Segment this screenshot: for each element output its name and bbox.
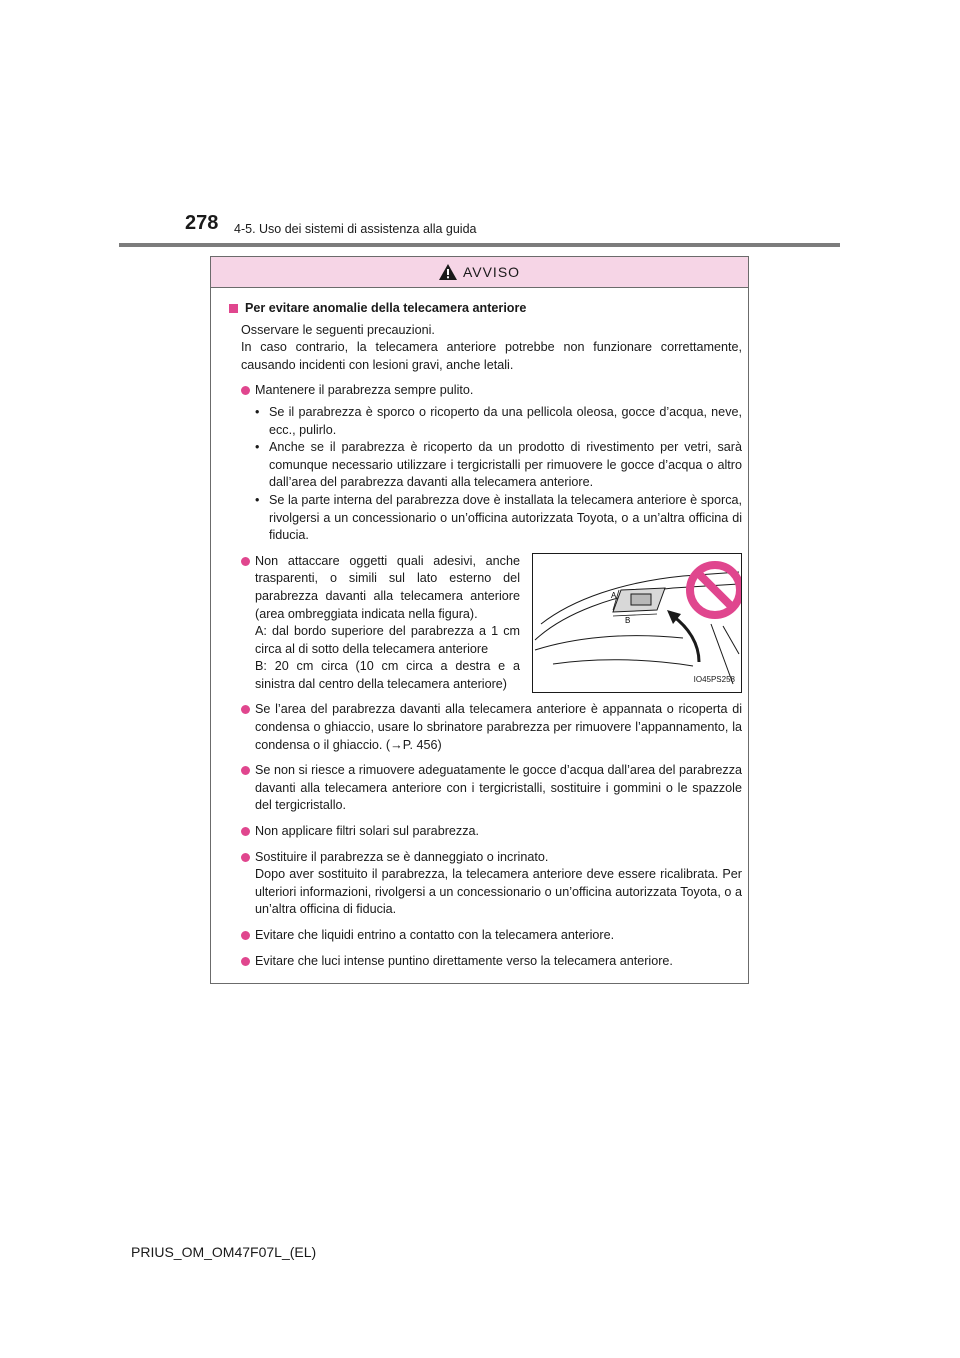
sub-item: • Se la parte interna del parabrezza dove è installata la telecamera anteriore è sporca, rivolgersi a un concessionario o un’officina autorizzata Toyota, o a un’altra officina di fiducia. xyxy=(255,492,742,545)
bullet-text: Mantenere il parabrezza sempre pulito. xyxy=(255,383,474,398)
warning-triangle-icon xyxy=(439,264,457,280)
sub-item-text: Anche se il parabrezza è ricoperto da un prodotto di rivestimento per vetri, sarà comunque necessario utilizzare i tergicristalli per rimuovere le gocce d’acqua o altro dall’area del parabrezza davanti alla telecamera anteriore. xyxy=(269,440,742,490)
sub-item-text: Se la parte interna del parabrezza dove è installata la telecamera anteriore è sporca, rivolgersi a un concessionario o un’officina autorizzata Toyota, o a un’altra officina di fiducia. xyxy=(269,492,742,543)
bullet-clean-windshield xyxy=(241,382,742,400)
bullet-text: Non applicare filtri solari sul parabrezza. xyxy=(255,824,479,839)
bullet-defrost xyxy=(241,701,742,754)
windshield-figure xyxy=(532,553,742,693)
bullet-sun-filters xyxy=(241,823,742,841)
sub-item: • Se il parabrezza è sporco o ricoperto da una pellicola oleosa, gocce d’acqua, neve, ecc., pulirlo. xyxy=(255,404,742,439)
bullet-text-line-1: Sostituire il parabrezza se è danneggiato o incrinato. xyxy=(255,849,549,864)
bullet-dot-icon xyxy=(241,386,250,395)
bullet-wipers xyxy=(241,762,742,815)
warning-heading xyxy=(229,300,742,318)
bullet-text: Se l’area del parabrezza davanti alla telecamera anteriore è appannata o ricoperta di condensa o ghiaccio, usare lo sbrinatore parabrezza per rimuovere l’appannamento, la condensa o il ghiaccio. (→P. 456) xyxy=(255,702,742,752)
heading-text: Per evitare anomalie della telecamera anteriore xyxy=(245,301,527,315)
intro xyxy=(229,322,742,375)
warning-box xyxy=(210,256,749,984)
bullet-lights xyxy=(241,953,742,971)
figure-label-b: B xyxy=(625,615,631,625)
page-number: 278 xyxy=(185,212,219,234)
header-rule xyxy=(119,243,840,247)
warning-title: AVVISO xyxy=(462,264,521,280)
bullet-dot-icon xyxy=(241,957,250,966)
bullet-text: Non attaccare oggetti quali adesivi, anche trasparenti, o simili sul lato esterno del parabrezza davanti alla telecamera anteriore (area ombreggiata indicata nella figura). xyxy=(255,553,520,621)
intro-line-2: In caso contrario, la telecamera anteriore potrebbe non funzionare correttamente, causando incidenti con lesioni gravi, anche letali. xyxy=(241,340,742,372)
bullet-liquids xyxy=(241,927,742,945)
warning-body xyxy=(211,288,748,970)
square-bullet-icon xyxy=(229,304,238,313)
sub-item-text: Se il parabrezza è sporco o ricoperto da una pellicola oleosa, gocce d’acqua, neve, ecc., pulirlo. xyxy=(269,404,742,437)
bullet-dot-icon xyxy=(241,705,250,714)
intro-line-1: Osservare le seguenti precauzioni. xyxy=(241,322,435,337)
bullet-text: Se non si riesce a rimuovere adeguatamente le gocce d’acqua dall’area del parabrezza davanti alla telecamera anteriore con i tergicristalli, sostituire i gommini o le spazzole del tergicristallo. xyxy=(255,763,742,813)
section-title: 4-5. Uso dei sistemi di assistenza alla guida xyxy=(234,222,477,236)
note-a: A: dal bordo superiore del parabrezza a 1 cm circa al di sotto della telecamera anteriore xyxy=(255,624,520,656)
bullet-dot-icon xyxy=(241,766,250,775)
bullet-text xyxy=(255,849,742,919)
note-b: B: 20 cm circa (10 cm circa a destra e a sinistra dal centro della telecamera anteriore) xyxy=(255,659,520,691)
warning-header xyxy=(211,257,748,288)
sub-list xyxy=(229,404,742,545)
bullet-dot-icon xyxy=(241,931,250,940)
bullet-replace-windshield xyxy=(241,849,742,919)
bullet-with-figure xyxy=(241,553,742,694)
figure-caption: IO45PS258 xyxy=(693,675,735,685)
figure-text xyxy=(255,553,520,694)
bullet-dot-icon xyxy=(241,853,250,862)
bullet-text-line-2: Dopo aver sostituito il parabrezza, la telecamera anteriore deve essere ricalibrata. Per ulteriori informazioni, rivolgersi a un concessionario o un’officina autorizzata Toyota, o a un’altra officina di fiducia. xyxy=(255,867,742,917)
bullet-dot-icon xyxy=(241,827,250,836)
bullet-text: Evitare che luci intense puntino direttamente verso la telecamera anteriore. xyxy=(255,953,673,968)
figure-label-a: A xyxy=(611,590,617,600)
footer-doc-id: PRIUS_OM_OM47F07L_(EL) xyxy=(131,1244,317,1260)
prohibited-icon xyxy=(690,565,740,615)
bullet-dot-icon xyxy=(241,557,250,566)
bullet-text: Evitare che liquidi entrino a contatto con la telecamera anteriore. xyxy=(255,928,615,942)
sub-item: • Anche se il parabrezza è ricoperto da un prodotto di rivestimento per vetri, sarà comunque necessario utilizzare i tergicristalli per rimuovere le gocce d’acqua o altro dall’area del parabrezza davanti alla telecamera anteriore. xyxy=(255,439,742,492)
